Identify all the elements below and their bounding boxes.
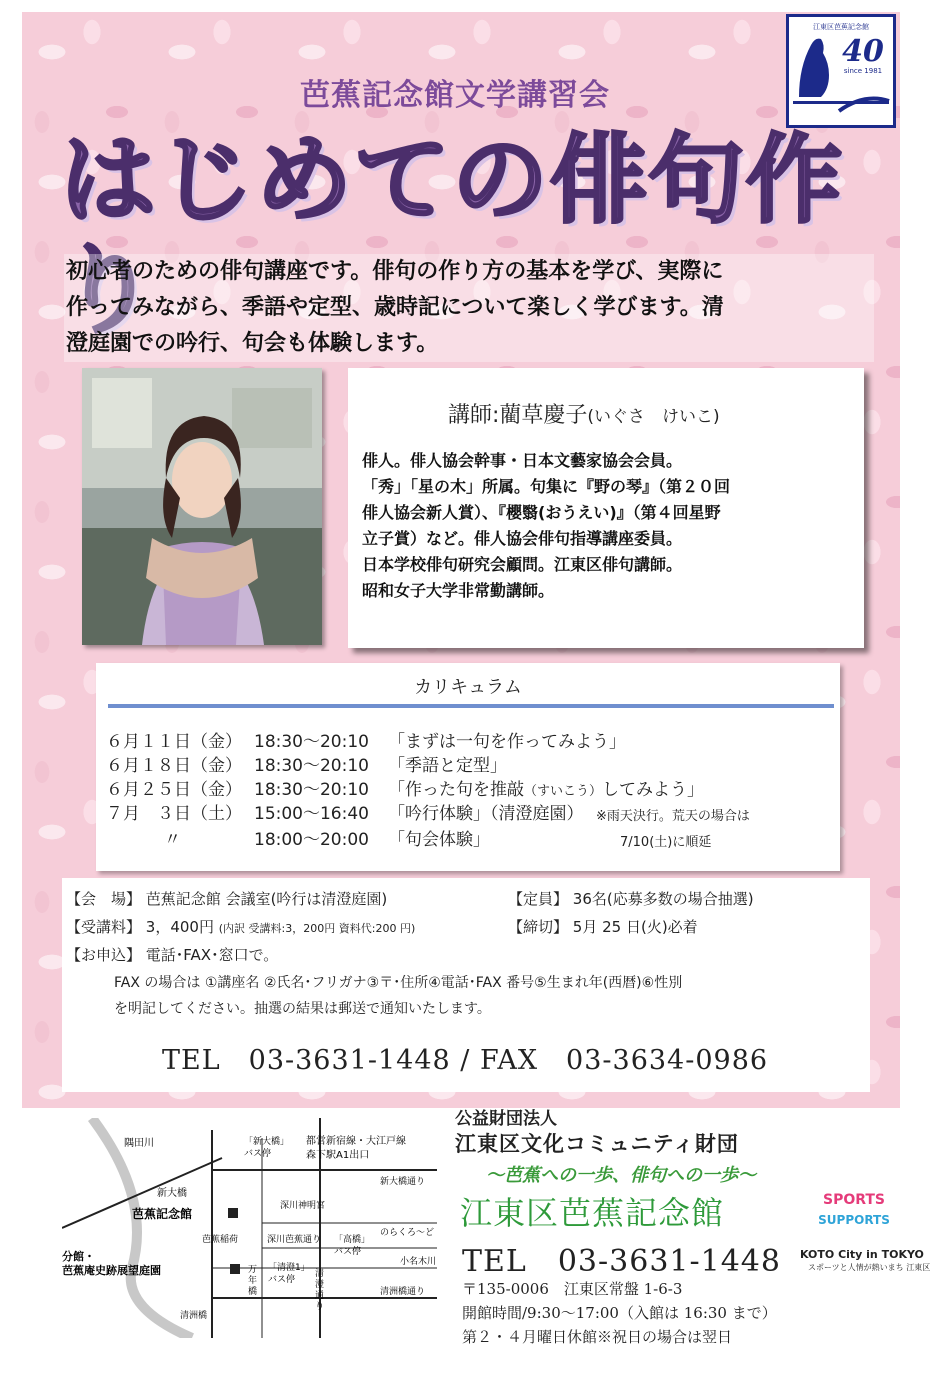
- svg-text:清洲橋通り: 清洲橋通り: [380, 1287, 426, 1297]
- capacity-row: [508, 888, 754, 909]
- svg-text:のらくろ～ど: のらくろ～ど: [380, 1228, 435, 1238]
- svg-text:芭蕉記念館: 芭蕉記念館: [132, 1207, 193, 1221]
- deadline-label: 【締切】: [508, 918, 569, 936]
- curriculum-box: [96, 663, 840, 871]
- lecturer-name-line: [448, 398, 720, 429]
- venue-label: 【会 場】: [66, 890, 142, 908]
- session-time: 18:30～20:10: [254, 732, 369, 752]
- session-date: 〃: [164, 830, 181, 850]
- svg-text:「清澄1」: 「清澄1」: [268, 1263, 310, 1273]
- intro-text: [64, 254, 874, 362]
- session-topic: 「季語と定型」: [388, 756, 507, 776]
- session-note: 7/10(土)に順延: [620, 835, 712, 850]
- info-box: [62, 878, 870, 1092]
- session-date: ６月１１日（金）: [106, 732, 242, 752]
- svg-text:清洲橋: 清洲橋: [180, 1311, 208, 1321]
- svg-text:SPORTS: SPORTS: [822, 1192, 886, 1208]
- venue-row: [66, 888, 387, 909]
- lecturer-bio: [362, 448, 730, 604]
- svg-text:橋: 橋: [248, 1287, 258, 1297]
- apply-value: 電話･FAX･窓口で。: [145, 946, 279, 964]
- session-time: 18:30～20:10: [254, 780, 369, 800]
- session-time: 15:00～16:40: [254, 804, 369, 824]
- fee-label: 【受講料】: [66, 918, 142, 936]
- lecturer-name: 講師:藺草慶子: [448, 403, 588, 428]
- capacity-label: 【定員】: [508, 890, 569, 908]
- svg-text:万: 万: [248, 1265, 258, 1275]
- statue-silhouette: [799, 39, 829, 97]
- capacity-value: 36名(応募多数の場合抽選): [572, 890, 754, 908]
- logo-since: since 1981: [843, 67, 883, 75]
- session-topic: 「句会体験」: [388, 830, 490, 850]
- fee-row: [66, 916, 415, 937]
- svg-text:新大橋通り: 新大橋通り: [380, 1177, 426, 1187]
- svg-text:年: 年: [248, 1276, 258, 1286]
- bio-line: 俳人。俳人協会幹事・日本文藝家協会会員。: [362, 451, 683, 470]
- bio-line: 日本学校俳句研究会顧問。江東区俳句講師。: [362, 555, 683, 574]
- logo-top-text: 江東区芭蕉記念館: [813, 23, 869, 31]
- deadline-value: 5月 25 日(火)必着: [572, 918, 698, 936]
- org-name: 江東区文化コミュニティ財団: [455, 1132, 739, 1156]
- apply-label: 【お申込】: [66, 946, 142, 964]
- curriculum-divider: [108, 704, 834, 708]
- museum-address: 〒135-0006 江東区常盤 1-6-3: [462, 1280, 683, 1298]
- session-date: ６月２５日（金）: [106, 780, 242, 800]
- lecturer-name-kana: (いぐさ けいこ): [587, 407, 720, 427]
- fee-detail: (内訳 受講料:3，200円 資料代:200 円): [218, 922, 416, 935]
- svg-text:新大橋: 新大橋: [157, 1188, 187, 1199]
- session-date: ７月 ３日（土）: [106, 804, 242, 824]
- museum-hours: 開館時間/9:30～17:00（入館は 16:30 まで）: [462, 1304, 777, 1322]
- intro-line: 初心者のための俳句講座です。俳句の作り方の基本を学び、実際に: [66, 259, 724, 284]
- museum-closed-days: 第２・４月曜日休館※祝日の場合は翌日: [462, 1328, 733, 1346]
- event-subtitle: 芭蕉記念館文学講習会: [300, 78, 610, 113]
- slogan: ～芭蕉への一歩、俳句への一歩～: [486, 1165, 756, 1186]
- svg-text:小名木川: 小名木川: [400, 1257, 437, 1267]
- session-topic: 「作った句を推敲（すいこう）してみよう」: [388, 780, 705, 800]
- anniversary-logo: [786, 14, 896, 128]
- lecturer-card: [348, 368, 864, 648]
- svg-text:都営新宿線・大江戸線: 都営新宿線・大江戸線: [306, 1136, 406, 1147]
- session-note: ※雨天決行。荒天の場合は: [596, 809, 750, 824]
- bio-line: 立子賞）など。俳人協会俳句指導講座委員。: [362, 529, 683, 548]
- museum-name: 江東区芭蕉記念館: [460, 1194, 725, 1232]
- svg-text:り: り: [315, 1302, 325, 1312]
- svg-text:隅田川: 隅田川: [124, 1138, 154, 1149]
- svg-text:清: 清: [315, 1269, 325, 1279]
- svg-text:通: 通: [315, 1291, 325, 1301]
- lecturer-photo: [82, 368, 322, 645]
- session-topic: 「吟行体験」（清澄庭園）: [388, 804, 584, 824]
- access-map: [62, 1118, 442, 1342]
- svg-text:深川神明宮: 深川神明宮: [280, 1201, 326, 1211]
- svg-text:SUPPORTS: SUPPORTS: [818, 1213, 890, 1227]
- session-time: 18:00～20:00: [254, 830, 369, 850]
- bio-line: 俳人協会新人賞）、『櫻翳(おうえい)』（第４回星野: [362, 503, 721, 522]
- svg-text:バス停: バス停: [244, 1149, 272, 1159]
- svg-text:「新大橋」: 「新大橋」: [244, 1137, 290, 1147]
- koto-brand-sub: スポーツと人情が熱いまち 江東区: [808, 1263, 931, 1272]
- org-type: 公益財団法人: [455, 1109, 557, 1129]
- svg-text:バス停: バス停: [268, 1275, 296, 1285]
- svg-text:バス停: バス停: [334, 1247, 362, 1257]
- tel-fax-numbers: TEL 03-3631-1448 / FAX 03-3634-0986: [162, 1045, 769, 1076]
- svg-text:芭蕉庵史跡展望庭園: 芭蕉庵史跡展望庭園: [62, 1264, 161, 1277]
- intro-line: 作ってみながら、季語や定型、歳時記について楽しく学びます。清: [66, 295, 724, 320]
- apply-row: [66, 944, 278, 965]
- svg-text:深川芭蕉通り: 深川芭蕉通り: [267, 1235, 322, 1245]
- fax-note: を明記してください。抽選の結果は郵送で通知いたします。: [114, 1001, 491, 1017]
- svg-text:芭蕉稲荷: 芭蕉稲荷: [202, 1235, 239, 1245]
- koto-brand: KOTO City in TOKYO: [800, 1248, 924, 1261]
- svg-text:「高橋」: 「高橋」: [334, 1235, 371, 1245]
- museum-tel: TEL 03-3631-1448: [462, 1244, 781, 1279]
- curriculum-title: カリキュラム: [414, 677, 522, 698]
- session-date: ６月１８日（金）: [106, 756, 242, 776]
- session-topic: 「まずは一句を作ってみよう」: [388, 732, 626, 752]
- bio-line: 昭和女子大学非常勤講師。: [362, 581, 555, 600]
- svg-text:澄: 澄: [315, 1280, 325, 1290]
- fax-note: FAX の場合は ①講座名 ②氏名･フリガナ③〒･住所④電話･FAX 番号⑤生まれ年(西暦)⑥性別: [114, 975, 683, 991]
- svg-text:森下駅A1出口: 森下駅A1出口: [306, 1150, 370, 1161]
- bio-line: 「秀」「星の木」所属。句集に『野の琴』（第２０回: [362, 477, 731, 496]
- deadline-row: [508, 916, 698, 937]
- intro-line: 澄庭園での吟行、句会も体験します。: [66, 331, 439, 356]
- event-title: はじめての俳句作り: [60, 124, 844, 346]
- venue-value: 芭蕉記念館 会議室(吟行は清澄庭園): [145, 890, 388, 908]
- session-time: 18:30～20:10: [254, 756, 369, 776]
- fee-value: 3，400円: [145, 918, 214, 936]
- svg-text:分館・: 分館・: [62, 1250, 95, 1263]
- logo-number: 40: [842, 34, 884, 69]
